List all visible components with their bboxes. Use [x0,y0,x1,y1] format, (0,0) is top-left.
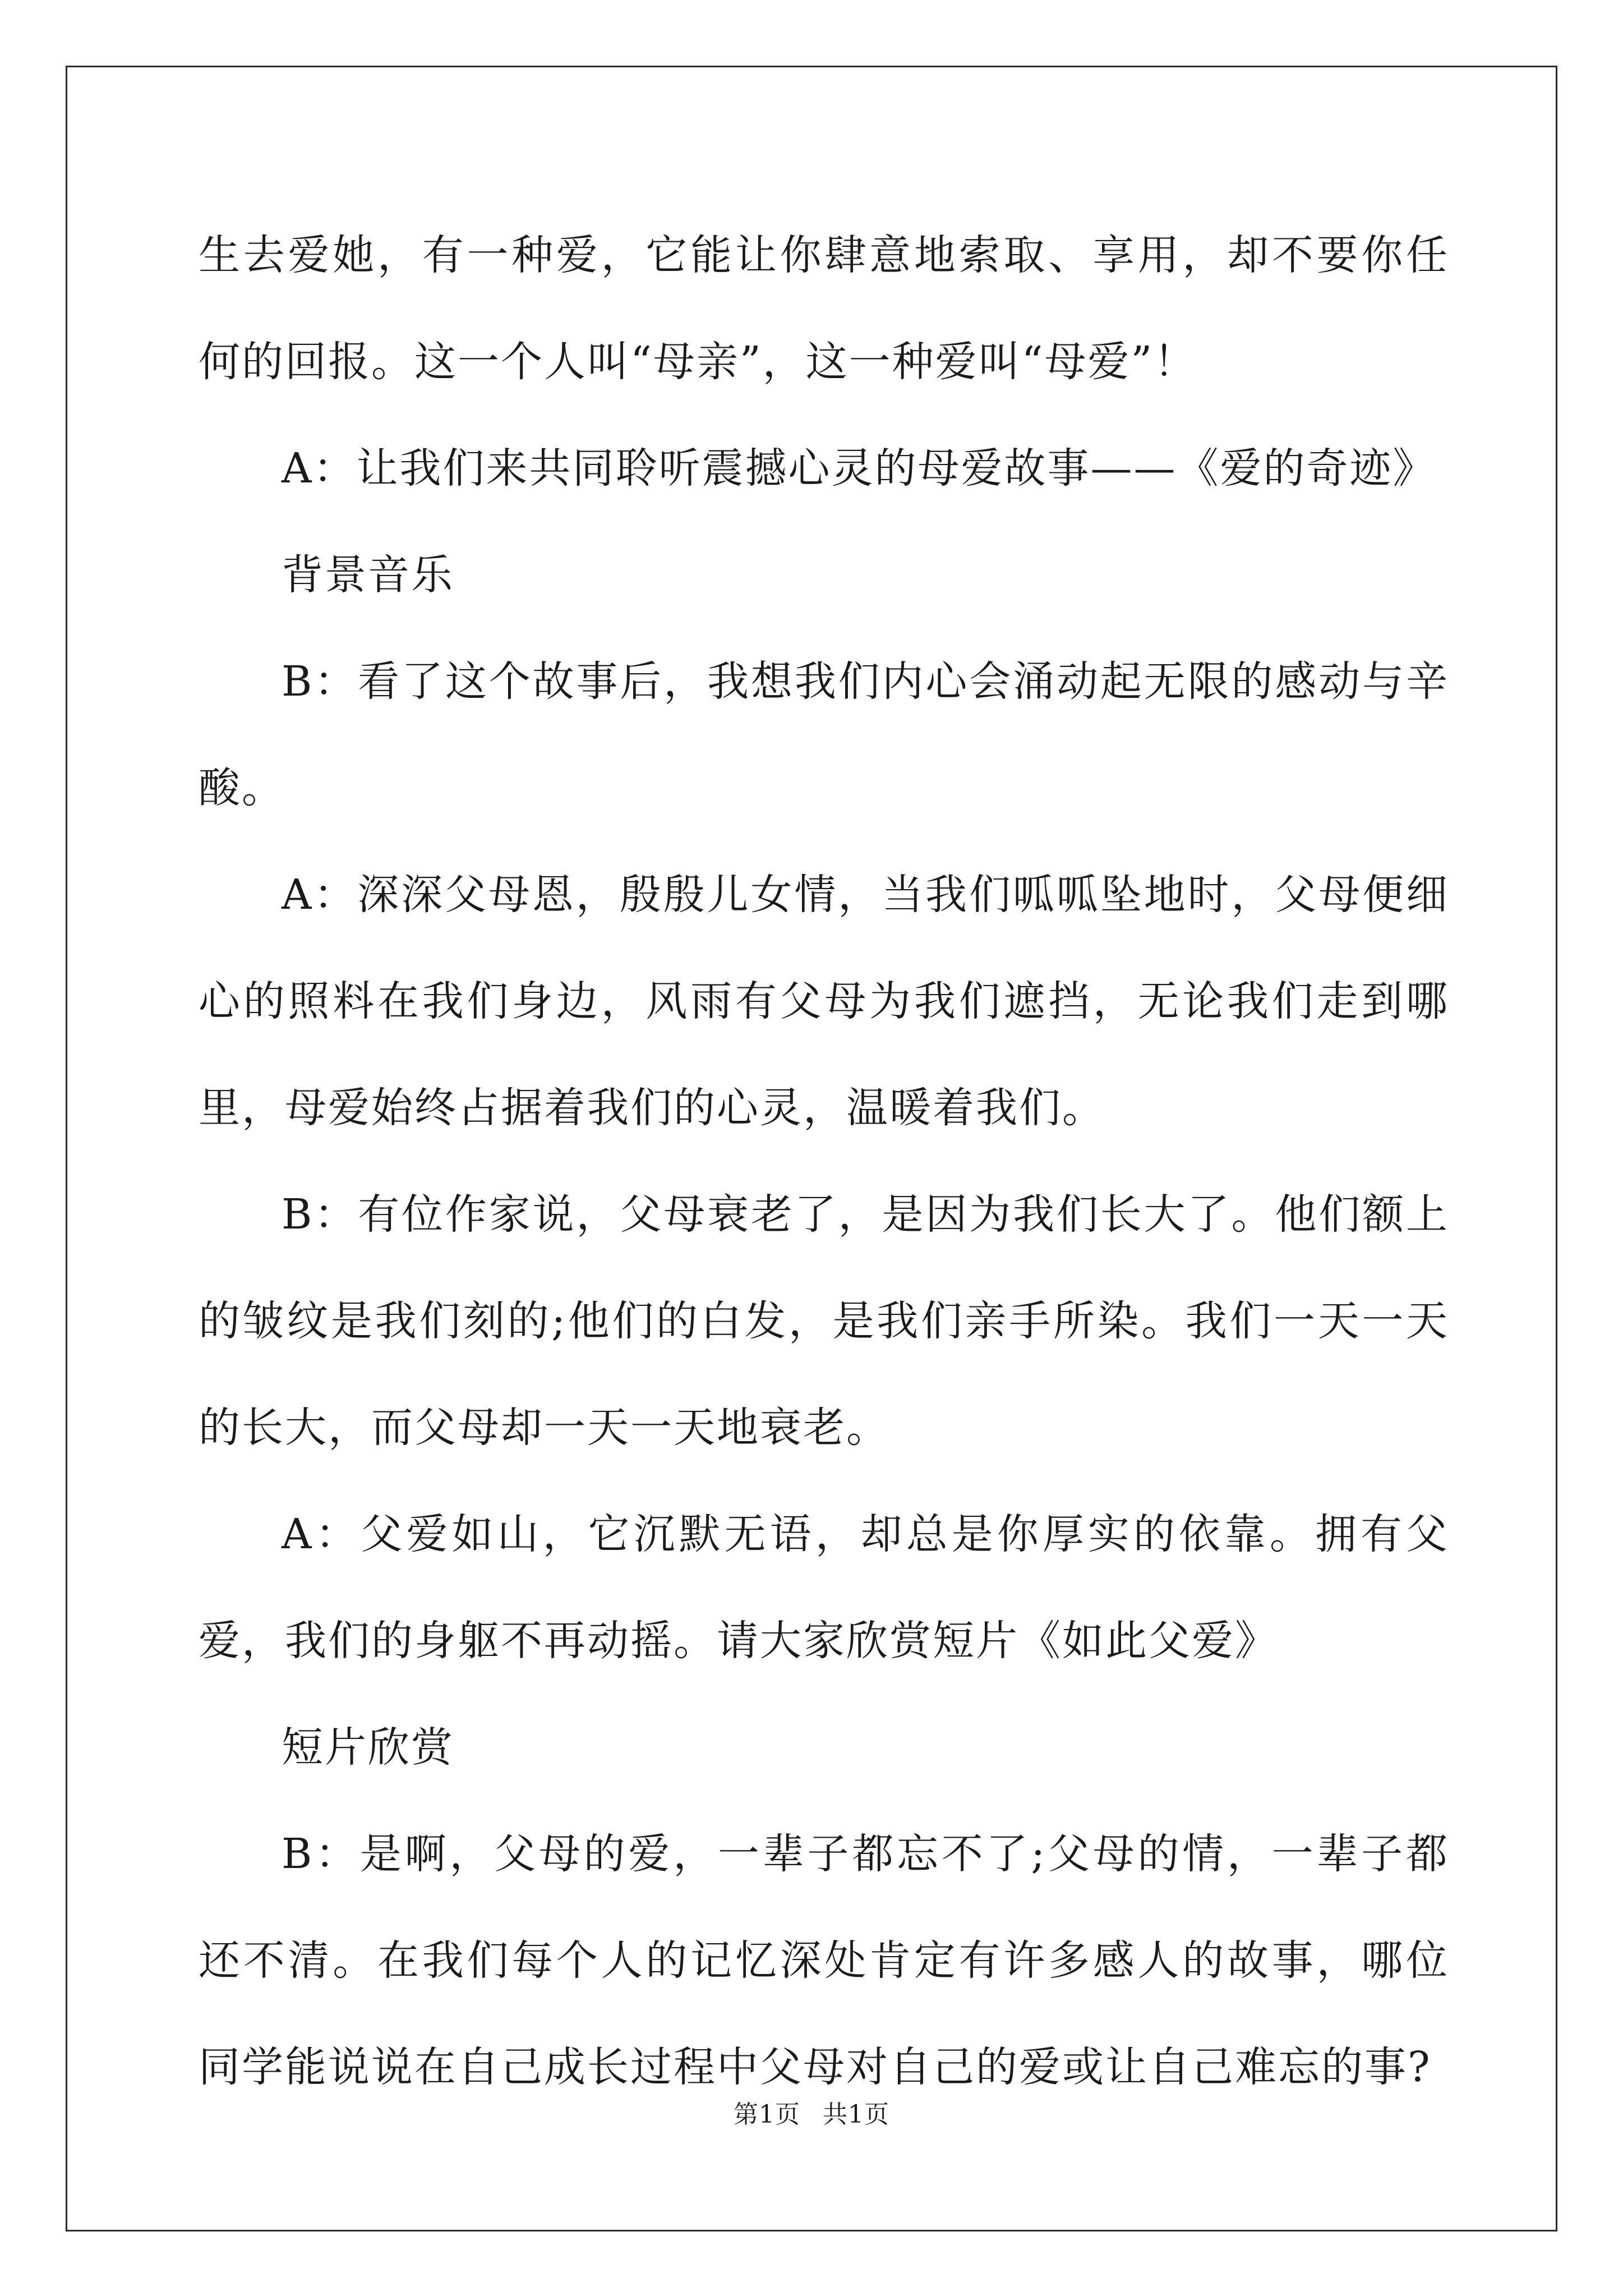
page-footer [0,2098,1623,2132]
page-number-current: 第1页 [734,2100,800,2129]
document-body [199,202,1449,2120]
paragraph-a-parents-care: A：深深父母恩，殷殷儿女情，当我们呱呱坠地时，父母便细心的照料在我们身边，风雨有父母为我们遮挡，无论我们走到哪里，母爱始终占据着我们的心灵，温暖着我们。 [199,871,1449,1132]
paragraph-short-film: 短片欣赏 [282,1723,454,1772]
paragraph-background-music: 背景音乐 [282,551,454,599]
paragraph-a-intro-story: A：让我们来共同聆听震撼心灵的母爱故事——《爱的奇迹》 [282,444,1436,493]
paragraph-b-writer-quote: B：有位作家说，父母衰老了，是因为我们长大了。他们额上的皱纹是我们刻的;他们的白发，是我们亲手所染。我们一天一天的长大，而父母却一天一天地衰老。 [199,1190,1449,1452]
paragraph-b-share-stories: B：是啊，父母的爱，一辈子都忘不了;父母的情，一辈子都还不清。在我们每个人的记忆深处肯定有许多感人的故事，哪位同学能说说在自己成长过程中父母对自己的爱或让自己难忘的事? [199,1830,1449,2091]
paragraph-continuation: 生去爱她，有一种爱，它能让你肆意地索取、享用，却不要你任何的回报。这一个人叫“母亲”，这一种爱叫“母爱”！ [199,231,1449,386]
paragraph-a-father-love: A：父爱如山，它沉默无语，却总是你厚实的依靠。拥有父爱，我们的身躯不再动摇。请大家欣赏短片《如此父爱》 [199,1510,1449,1665]
paragraph-b-after-story: B：看了这个故事后，我想我们内心会涌动起无限的感动与辛酸。 [199,657,1449,812]
page-number-total: 共1页 [823,2100,889,2129]
